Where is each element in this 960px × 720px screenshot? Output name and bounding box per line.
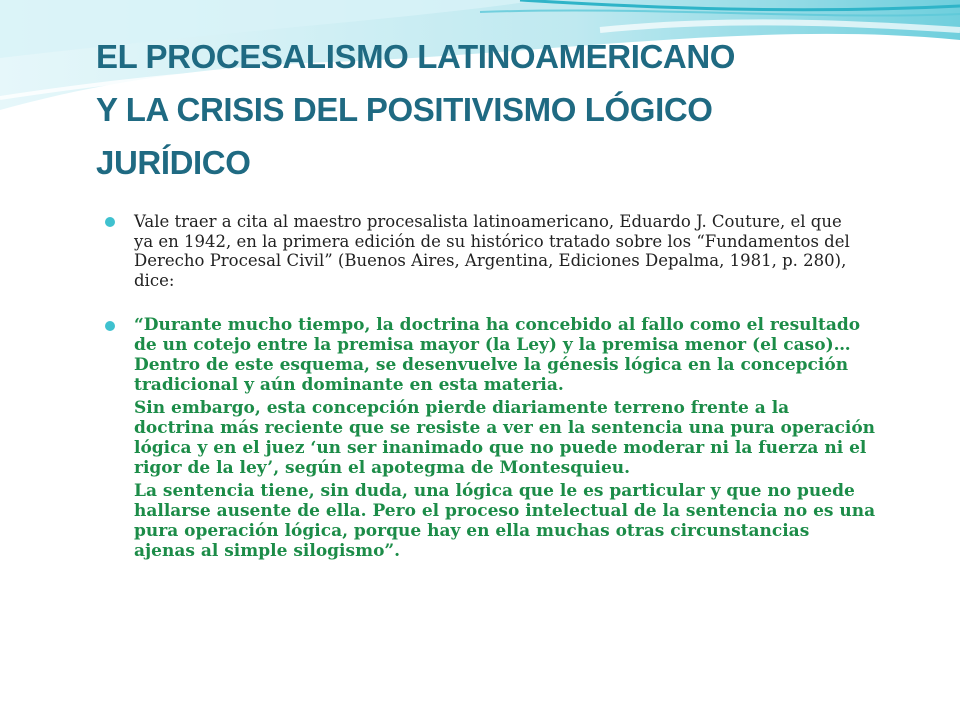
slide-content <box>105 212 905 564</box>
text-line: Sin embargo, esta concepción pierde diariamente terreno frente a la <box>134 398 790 418</box>
bullet-dot-icon <box>105 217 115 227</box>
text-line: ya en 1942, en la primera edición de su histórico tratado sobre los “Fundamentos del <box>134 231 850 251</box>
text-line: lógica y en el juez ‘un ser inanimado que no puede moderar ni la fuerza ni el <box>134 438 867 458</box>
quote-paragraph <box>134 315 905 395</box>
text-line: ajenas al simple silogismo”. <box>134 541 401 561</box>
text-line: rigor de la ley’, según el apotegma de Montesquieu. <box>134 458 631 478</box>
bullet-dot-icon <box>105 321 115 331</box>
text-line: de un cotejo entre la premisa mayor (la Ley) y la premisa menor (el caso)… <box>134 335 851 355</box>
quote-paragraph <box>134 481 905 561</box>
text-line: Dentro de este esquema, se desenvuelve la génesis lógica en la concepción <box>134 355 849 375</box>
text-line: tradicional y aún dominante en esta materia. <box>134 375 564 395</box>
text-line: “Durante mucho tiempo, la doctrina ha concebido al fallo como el resultado <box>134 315 861 335</box>
slide-title-line: JURÍDICO <box>96 144 251 181</box>
bullet-quote <box>105 315 905 561</box>
text-line: doctrina más reciente que se resiste a ver en la sentencia una pura operación <box>134 418 876 438</box>
text-line: pura operación lógica, porque hay en ella muchas otras circunstancias <box>134 521 810 541</box>
text-line: Vale traer a cita al maestro procesalista latinoamericano, Eduardo J. Couture, el que <box>134 212 842 231</box>
bullet-intro <box>105 212 905 290</box>
text-line: Derecho Procesal Civil” (Buenos Aires, Argentina, Ediciones Depalma, 1981, p. 280), <box>134 251 847 270</box>
text-line: dice: <box>134 270 175 290</box>
slide-title-line: Y LA CRISIS DEL POSITIVISMO LÓGICO <box>96 91 713 128</box>
text-line: hallarse ausente de ella. Pero el proceso intelectual de la sentencia no es una <box>134 501 876 521</box>
slide-title <box>96 30 936 189</box>
slide-title-line: EL PROCESALISMO LATINOAMERICANO <box>96 38 736 75</box>
text-line: La sentencia tiene, sin duda, una lógica que le es particular y que no puede <box>134 481 855 501</box>
quote-paragraph <box>134 398 905 478</box>
